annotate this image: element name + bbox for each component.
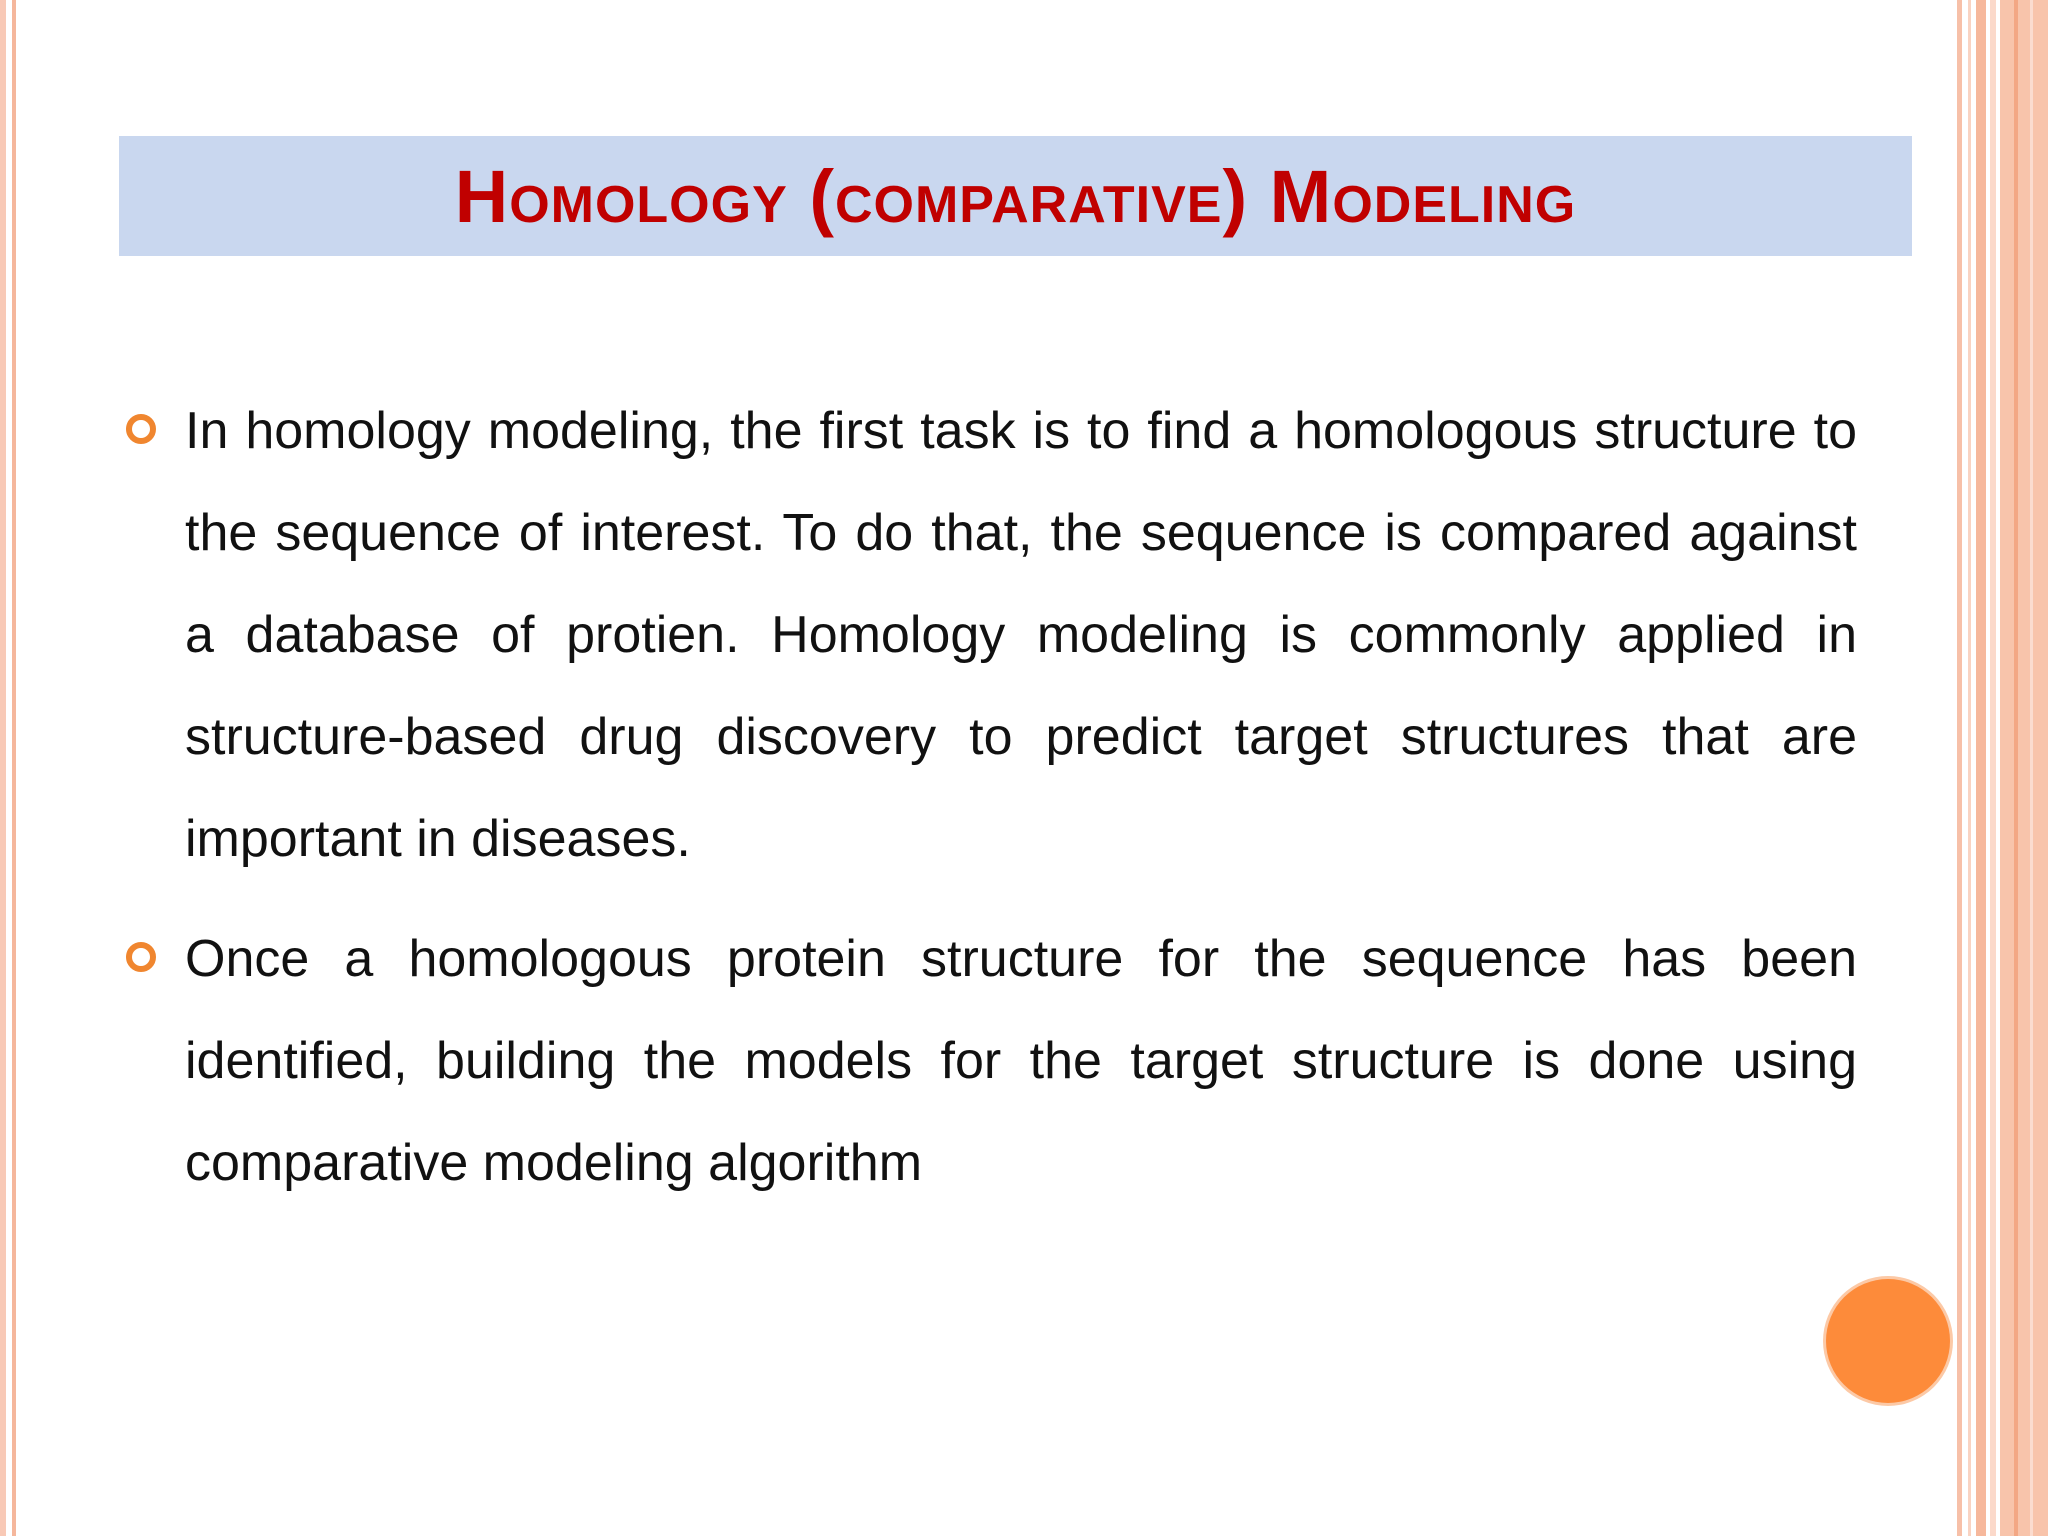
right-border-stripe (1968, 0, 1971, 1536)
bullet-text: Once a homologous protein structure for the sequence has been identified, building the models for the target structure is done using comparative modeling algorithm (185, 930, 1857, 1192)
right-border-stripe (1957, 0, 1962, 1536)
hollow-circle-bullet-icon (126, 414, 156, 444)
left-border-stripe (12, 0, 16, 1536)
hollow-circle-bullet-icon (126, 942, 156, 972)
title-band (119, 136, 1912, 256)
right-border-stripe (1976, 0, 1986, 1536)
left-border-stripe (0, 0, 6, 1536)
bullet-item (122, 908, 1862, 1214)
right-border-stripe (1990, 0, 1996, 1536)
orange-circle-decoration (1826, 1279, 1950, 1403)
slide-title: Homology (comparative) Modeling (454, 154, 1577, 238)
right-border-stripe (2000, 0, 2048, 1536)
bullet-text: In homology modeling, the first task is to find a homologous structure to the sequence of interest. To do that, the sequence is compared against a database of protien. Homology modeling is commonly applied in structure-based drug discovery to predict target structures that are important in diseases. (185, 402, 1857, 868)
right-border-stripe (2014, 0, 2018, 1536)
bullet-item (122, 380, 1862, 890)
right-border-stripe (2030, 0, 2033, 1536)
